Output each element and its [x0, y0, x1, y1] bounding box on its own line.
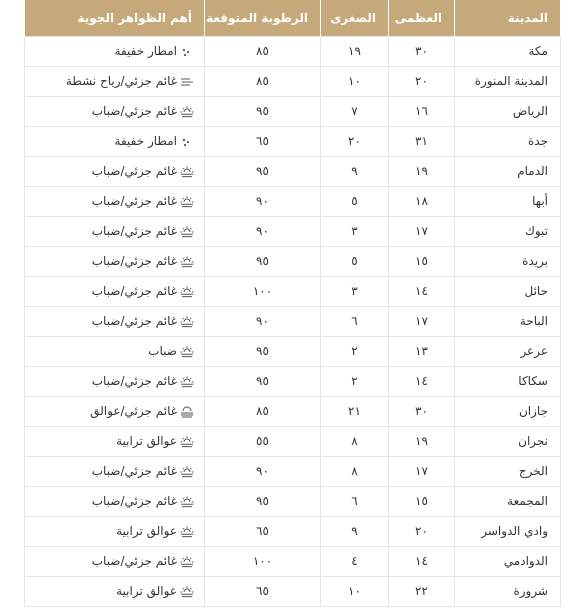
city-cell: بريدة	[455, 246, 561, 276]
max-temp-cell: ١٥	[389, 486, 455, 516]
table-row	[25, 426, 561, 456]
humidity-cell: ٩٥	[205, 156, 321, 186]
min-temp-cell: ٢٠	[321, 126, 389, 156]
max-temp-cell: ١٧	[389, 456, 455, 486]
humidity-cell: ٩٥	[205, 336, 321, 366]
light-rain-icon	[180, 136, 194, 148]
phenomena-text: عوالق ترابية	[116, 434, 177, 448]
table-row	[25, 216, 561, 246]
humidity-cell: ٨٥	[205, 396, 321, 426]
max-temp-cell: ٣٠	[389, 36, 455, 66]
phenomena-text: ضباب	[148, 344, 177, 358]
city-cell: الرياض	[455, 96, 561, 126]
sun-fog-icon	[180, 526, 194, 538]
phenomena-cell	[25, 336, 205, 366]
table-body	[25, 36, 561, 606]
phenomena-cell	[25, 306, 205, 336]
sun-fog-icon	[180, 286, 194, 298]
table-row	[25, 336, 561, 366]
wind-icon	[180, 76, 194, 88]
light-rain-icon	[180, 46, 194, 58]
max-temp-cell: ١٤	[389, 546, 455, 576]
min-temp-cell: ١٩	[321, 36, 389, 66]
table-row	[25, 186, 561, 216]
max-temp-cell: ٢٠	[389, 516, 455, 546]
city-cell: المدينة المنورة	[455, 66, 561, 96]
max-temp-cell: ١٤	[389, 276, 455, 306]
max-temp-cell: ١٦	[389, 96, 455, 126]
city-cell: الدمام	[455, 156, 561, 186]
sun-fog-icon	[180, 166, 194, 178]
phenomena-text: غائم جزئي/ضباب	[91, 284, 177, 298]
city-cell: حائل	[455, 276, 561, 306]
header-phenomena: أهم الظواهر الجوية	[25, 0, 205, 36]
table-row	[25, 126, 561, 156]
max-temp-cell: ٣١	[389, 126, 455, 156]
phenomena-cell	[25, 546, 205, 576]
table-row	[25, 156, 561, 186]
phenomena-text: غائم جزئي/ضباب	[91, 374, 177, 388]
weather-table-container	[24, 0, 560, 607]
city-cell: الباحة	[455, 306, 561, 336]
min-temp-cell: ٢١	[321, 396, 389, 426]
min-temp-cell: ٩	[321, 516, 389, 546]
phenomena-text: امطار خفيفة	[114, 134, 177, 148]
phenomena-cell	[25, 96, 205, 126]
humidity-cell: ٩٥	[205, 366, 321, 396]
max-temp-cell: ١٣	[389, 336, 455, 366]
header-city: المدينة	[455, 0, 561, 36]
humidity-cell: ٩٥	[205, 486, 321, 516]
table-row	[25, 396, 561, 426]
city-cell: عرعر	[455, 336, 561, 366]
phenomena-cell	[25, 426, 205, 456]
max-temp-cell: ٣٠	[389, 396, 455, 426]
humidity-cell: ١٠٠	[205, 276, 321, 306]
city-cell: سكاكا	[455, 366, 561, 396]
humidity-cell: ٩٠	[205, 216, 321, 246]
weather-table	[24, 0, 561, 607]
table-row	[25, 486, 561, 516]
table-row	[25, 96, 561, 126]
header-humidity: الرطوبة المتوقعة	[205, 0, 321, 36]
phenomena-cell	[25, 456, 205, 486]
humidity-cell: ١٠٠	[205, 546, 321, 576]
city-cell: تبوك	[455, 216, 561, 246]
phenomena-text: غائم جزئي/ضباب	[91, 254, 177, 268]
sun-fog-icon	[180, 376, 194, 388]
phenomena-text: امطار خفيفة	[114, 44, 177, 58]
phenomena-cell	[25, 36, 205, 66]
table-row	[25, 516, 561, 546]
phenomena-cell	[25, 246, 205, 276]
table-row	[25, 276, 561, 306]
city-cell: الخرج	[455, 456, 561, 486]
sun-fog-icon	[180, 586, 194, 598]
phenomena-cell	[25, 66, 205, 96]
humidity-cell: ٦٥	[205, 516, 321, 546]
max-temp-cell: ١٩	[389, 156, 455, 186]
haze-icon	[180, 406, 194, 418]
sun-fog-icon	[180, 196, 194, 208]
city-cell: جدة	[455, 126, 561, 156]
humidity-cell: ٨٥	[205, 36, 321, 66]
humidity-cell: ٩٥	[205, 246, 321, 276]
phenomena-text: غائم جزئي/ضباب	[91, 104, 177, 118]
max-temp-cell: ١٧	[389, 216, 455, 246]
phenomena-cell	[25, 576, 205, 606]
min-temp-cell: ٩	[321, 156, 389, 186]
city-cell: المجمعة	[455, 486, 561, 516]
city-cell: وادي الدواسر	[455, 516, 561, 546]
city-cell: جازان	[455, 396, 561, 426]
min-temp-cell: ٢	[321, 366, 389, 396]
humidity-cell: ٩٠	[205, 186, 321, 216]
phenomena-text: غائم جزئي/ضباب	[91, 494, 177, 508]
phenomena-text: غائم جزئي/ضباب	[91, 224, 177, 238]
phenomena-cell	[25, 366, 205, 396]
humidity-cell: ٨٥	[205, 66, 321, 96]
max-temp-cell: ١٤	[389, 366, 455, 396]
phenomena-text: غائم جزئي/عوالق	[90, 404, 177, 418]
min-temp-cell: ٨	[321, 456, 389, 486]
max-temp-cell: ١٥	[389, 246, 455, 276]
table-row	[25, 456, 561, 486]
phenomena-text: غائم جزئي/ضباب	[91, 164, 177, 178]
table-row	[25, 36, 561, 66]
sun-fog-icon	[180, 346, 194, 358]
city-cell: شرورة	[455, 576, 561, 606]
table-header-row	[25, 0, 561, 36]
city-cell: مكة	[455, 36, 561, 66]
sun-fog-icon	[180, 226, 194, 238]
humidity-cell: ٦٥	[205, 576, 321, 606]
min-temp-cell: ٣	[321, 216, 389, 246]
table-row	[25, 306, 561, 336]
sun-fog-icon	[180, 316, 194, 328]
table-row	[25, 66, 561, 96]
header-min: الصغرى	[321, 0, 389, 36]
min-temp-cell: ٥	[321, 246, 389, 276]
min-temp-cell: ٤	[321, 546, 389, 576]
min-temp-cell: ٢	[321, 336, 389, 366]
city-cell: الدوادمي	[455, 546, 561, 576]
phenomena-text: عوالق ترابية	[116, 584, 177, 598]
phenomena-cell	[25, 276, 205, 306]
min-temp-cell: ٧	[321, 96, 389, 126]
phenomena-cell	[25, 486, 205, 516]
phenomena-text: غائم جزئي/ضباب	[91, 464, 177, 478]
phenomena-cell	[25, 156, 205, 186]
table-row	[25, 546, 561, 576]
min-temp-cell: ٣	[321, 276, 389, 306]
phenomena-cell	[25, 516, 205, 546]
header-max: العظمى	[389, 0, 455, 36]
max-temp-cell: ٢٠	[389, 66, 455, 96]
sun-fog-icon	[180, 256, 194, 268]
humidity-cell: ٩٠	[205, 306, 321, 336]
sun-fog-icon	[180, 436, 194, 448]
table-row	[25, 576, 561, 606]
min-temp-cell: ٦	[321, 486, 389, 516]
table-row	[25, 246, 561, 276]
max-temp-cell: ٢٢	[389, 576, 455, 606]
phenomena-text: غائم جزئي/رياح نشطة	[65, 74, 177, 88]
sun-fog-icon	[180, 466, 194, 478]
phenomena-cell	[25, 186, 205, 216]
max-temp-cell: ١٨	[389, 186, 455, 216]
sun-fog-icon	[180, 556, 194, 568]
max-temp-cell: ١٧	[389, 306, 455, 336]
min-temp-cell: ٦	[321, 306, 389, 336]
phenomena-text: غائم جزئي/ضباب	[91, 194, 177, 208]
city-cell: نجران	[455, 426, 561, 456]
max-temp-cell: ١٩	[389, 426, 455, 456]
humidity-cell: ٥٥	[205, 426, 321, 456]
phenomena-cell	[25, 126, 205, 156]
phenomena-cell	[25, 216, 205, 246]
min-temp-cell: ١٠	[321, 66, 389, 96]
min-temp-cell: ٨	[321, 426, 389, 456]
city-cell: أبها	[455, 186, 561, 216]
sun-fog-icon	[180, 496, 194, 508]
phenomena-text: غائم جزئي/ضباب	[91, 554, 177, 568]
humidity-cell: ٩٠	[205, 456, 321, 486]
min-temp-cell: ١٠	[321, 576, 389, 606]
phenomena-text: غائم جزئي/ضباب	[91, 314, 177, 328]
humidity-cell: ٦٥	[205, 126, 321, 156]
sun-fog-icon	[180, 106, 194, 118]
phenomena-cell	[25, 396, 205, 426]
phenomena-text: عوالق ترابية	[116, 524, 177, 538]
table-row	[25, 366, 561, 396]
humidity-cell: ٩٥	[205, 96, 321, 126]
min-temp-cell: ٥	[321, 186, 389, 216]
